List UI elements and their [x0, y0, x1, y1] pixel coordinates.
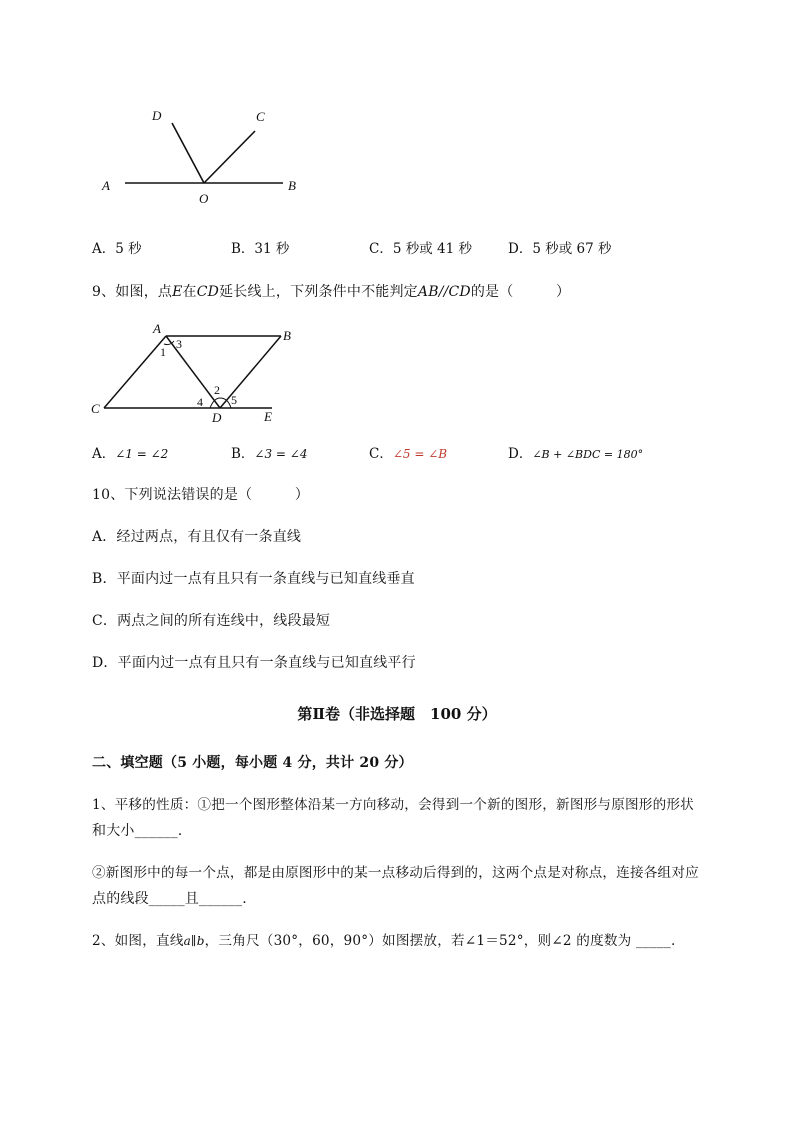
label-o: O [199, 191, 209, 206]
q8-option-a: A．5 秒 [92, 241, 142, 257]
segment-ca [104, 336, 166, 408]
segment-bd [220, 336, 281, 408]
figure-parallel-lines [88, 318, 308, 428]
fill1-line1: 1、平移的性质：①把一个图形整体沿某一方向移动，会得到一个新的图形，新图形与原图形的形状 [92, 797, 694, 813]
q9-abcd: AB//CD [417, 284, 471, 300]
q9-suffix: 的是（ ） [470, 284, 571, 300]
fill2-prefix: 2、如图，直线 [92, 933, 184, 949]
q9-option-c [369, 446, 447, 462]
q10-option-b: B．平面内过一点有且只有一条直线与已知直线垂直 [92, 571, 415, 587]
q10-option-c: C．两点之间的所有连线中，线段最短 [92, 613, 331, 629]
fill1-line4: 点的线段_____且______. [92, 891, 247, 907]
fill2-stem [92, 933, 675, 949]
angle-2: 2 [214, 383, 220, 397]
ray-oc [204, 131, 255, 183]
q10-stem: 10、下列说法错误的是（ ） [92, 487, 310, 503]
q10-option-a: A．经过两点，有且仅有一条直线 [92, 529, 302, 545]
q10-option-d: D．平面内过一点有且只有一条直线与已知直线平行 [92, 655, 416, 671]
angle-4: 4 [197, 395, 203, 409]
q9-option-c-math: ∠5 = ∠B [392, 447, 448, 461]
label-c2: C [91, 401, 100, 416]
fill1-line3: ②新图形中的每一个点，都是由原图形中的某一点移动后得到的，这两个点是对称点，连接各组对应 [92, 865, 699, 881]
q9-option-b-prefix: B． [231, 446, 255, 462]
q9-option-b [231, 446, 307, 462]
q9-option-d-prefix: D． [508, 446, 533, 462]
q8-option-b: B．31 秒 [231, 241, 290, 257]
label-a: A [102, 178, 110, 193]
section-heading: 二、填空题（5 小题，每小题 4 分，共计 20 分） [92, 755, 413, 771]
ray-od [172, 123, 204, 183]
q9-option-c-prefix: C． [369, 446, 393, 462]
label-d: D [152, 108, 162, 123]
angle-1: 1 [160, 345, 166, 359]
part2-title: 第Ⅱ卷（非选择题 100 分） [297, 705, 497, 723]
q8-option-d: D．5 秒或 67 秒 [508, 241, 612, 257]
label-b: B [288, 178, 296, 193]
label-a2: A [153, 321, 161, 336]
q9-option-a [92, 446, 168, 462]
segment-ad [166, 336, 220, 408]
fill2-math: a∥b [183, 934, 205, 948]
q9-mid2: 延长线上，下列条件中不能判定 [219, 284, 418, 300]
fill1-line2: 和大小______. [92, 823, 183, 839]
angle-3: 3 [176, 337, 182, 351]
label-d2: D [212, 410, 222, 425]
label-b2: B [283, 328, 291, 343]
q9-option-d-math: ∠B + ∠BDC = 180° [532, 448, 644, 461]
q9-option-a-prefix: A． [92, 446, 116, 462]
q9-prefix: 9、如图，点 [92, 284, 173, 300]
q9-option-d [508, 446, 643, 463]
q9-mid1: 在 [182, 284, 197, 300]
angle-5: 5 [231, 393, 237, 407]
q9-option-b-math: ∠3 = ∠4 [254, 447, 308, 461]
fill2-suffix: ，三角尺（30°，60，90°）如图摆放，若∠1＝52°，则∠2 的度数为 _____. [204, 933, 676, 949]
q9-point-e: E [172, 284, 183, 300]
q9-cd: CD [196, 284, 220, 300]
label-e2: E [264, 409, 272, 424]
q8-option-c: C．5 秒或 41 秒 [369, 241, 472, 257]
label-c: C [256, 109, 265, 124]
q9-stem [92, 284, 570, 300]
q9-option-a-math: ∠1 = ∠2 [115, 447, 169, 461]
figure-angle-rays [95, 100, 315, 210]
